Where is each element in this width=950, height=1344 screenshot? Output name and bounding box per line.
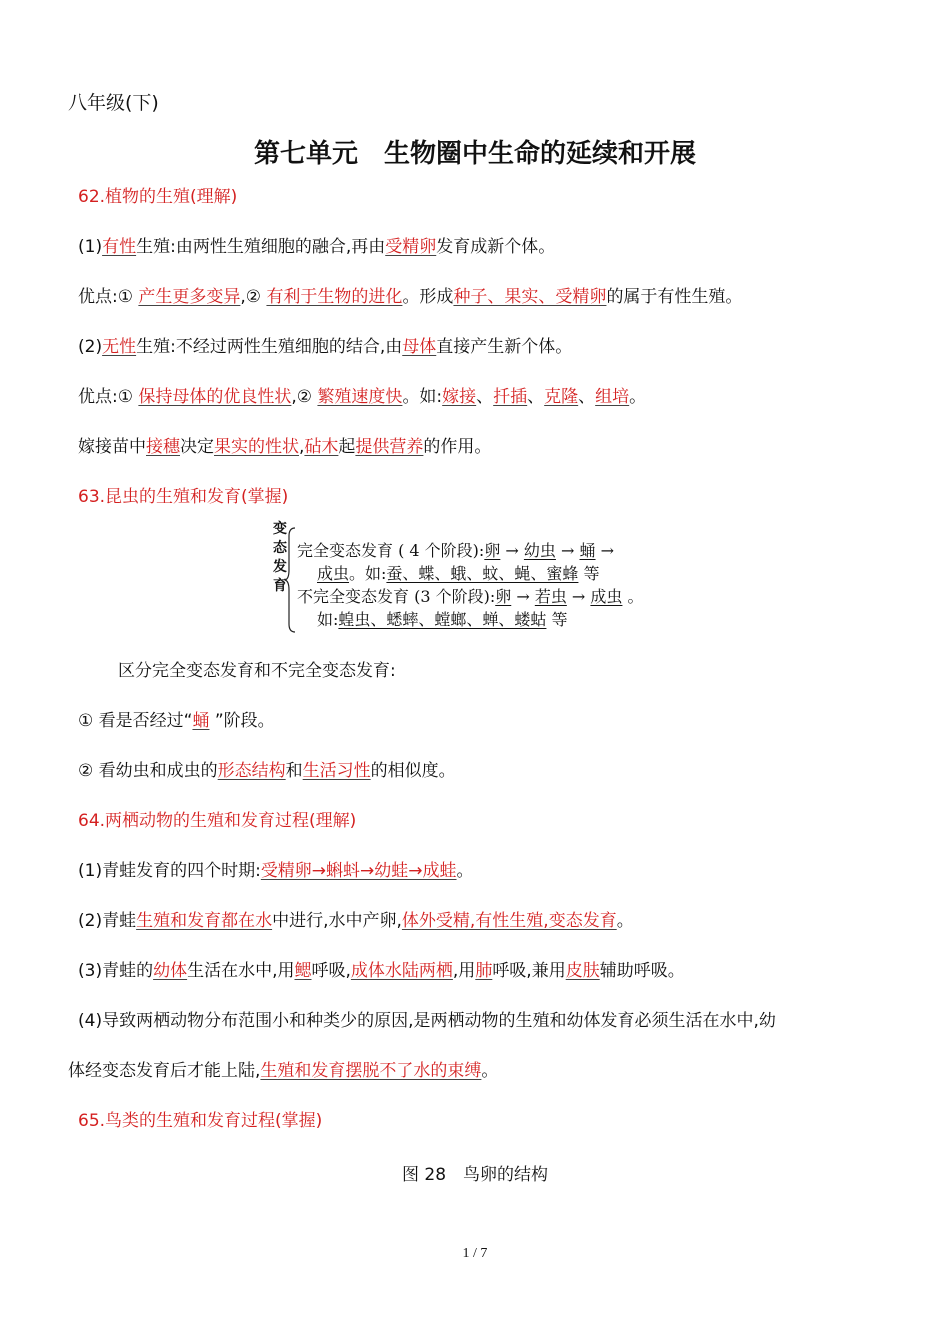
page-number: 1 / 7 <box>462 1246 488 1261</box>
s64-line-4: (4)导致两栖动物分布范围小和种类少的原因,是两栖动物的生殖和幼体发育必须生活在水中,幼 <box>78 1011 776 1031</box>
unit-title: 第七单元 生物圈中生命的延续和开展 <box>253 139 696 169</box>
s62-line-1: (1)有性生殖:由两性生殖细胞的融合,再由受精卵发育成新个体。 <box>78 237 556 257</box>
s62-line-4: 优点:① 保持母体的优良性状,② 繁殖速度快。如:嫁接、扦插、克隆、组培。 <box>78 387 647 407</box>
distinguish-heading: 区分完全变态发育和不完全变态发育: <box>118 661 396 681</box>
s64-line-1: (1)青蛙发育的四个时期:受精卵→蝌蚪→幼蛙→成蛙。 <box>78 861 474 881</box>
s62-line-5: 嫁接苗中接穗决定果实的性状,砧木起提供营养的作用。 <box>78 437 492 457</box>
s64-line-5: 体经变态发育后才能上陆,生殖和发育摆脱不了水的束缚。 <box>68 1061 499 1081</box>
distinguish-item-1: ① 看是否经过“蛹 ”阶段。 <box>78 711 275 731</box>
incomplete-metamorphosis-examples: 如:蝗虫、蟋蟀、螳螂、蝉、蝼蛄 等 <box>317 610 568 629</box>
s64-line-3: (3)青蛙的幼体生活在水中,用鳃呼吸,成体水陆两栖,用肺呼吸,兼用皮肤辅助呼吸。 <box>78 961 685 981</box>
curly-brace-icon <box>284 526 298 634</box>
section-63-heading: 63.昆虫的生殖和发育(掌握) <box>78 487 289 507</box>
s64-line-2: (2)青蛙生殖和发育都在水中进行,水中产卵,体外受精,有性生殖,变态发育。 <box>78 911 634 931</box>
section-64-heading: 64.两栖动物的生殖和发育过程(理解) <box>78 811 357 831</box>
s62-line-2: 优点:① 产生更多变异,② 有利于生物的进化。形成种子、果实、受精卵的属于有性生殖。 <box>78 287 743 307</box>
metamorphosis-label: 变态发育 <box>273 521 287 594</box>
distinguish-item-2: ② 看幼虫和成虫的形态结构和生活习性的相似度。 <box>78 761 456 781</box>
section-65-heading: 65.鸟类的生殖和发育过程(掌握) <box>78 1111 323 1131</box>
incomplete-metamorphosis-row: 不完全变态发育 (3 个阶段):卵 → 若虫 → 成虫 。 <box>297 587 644 606</box>
grade-label: 八年级(下) <box>68 92 159 114</box>
figure-caption: 图 28 鸟卵的结构 <box>401 1165 549 1185</box>
s62-line-3: (2)无性生殖:不经过两性生殖细胞的结合,由母体直接产生新个体。 <box>78 337 573 357</box>
complete-metamorphosis-row: 完全变态发育 ( 4 个阶段):卵 → 幼虫 → 蛹 → <box>297 541 615 560</box>
section-62-heading: 62.植物的生殖(理解) <box>78 187 238 207</box>
complete-metamorphosis-examples: 成虫。如:蚕、蝶、蛾、蚊、蝇、蜜蜂 等 <box>317 564 600 583</box>
